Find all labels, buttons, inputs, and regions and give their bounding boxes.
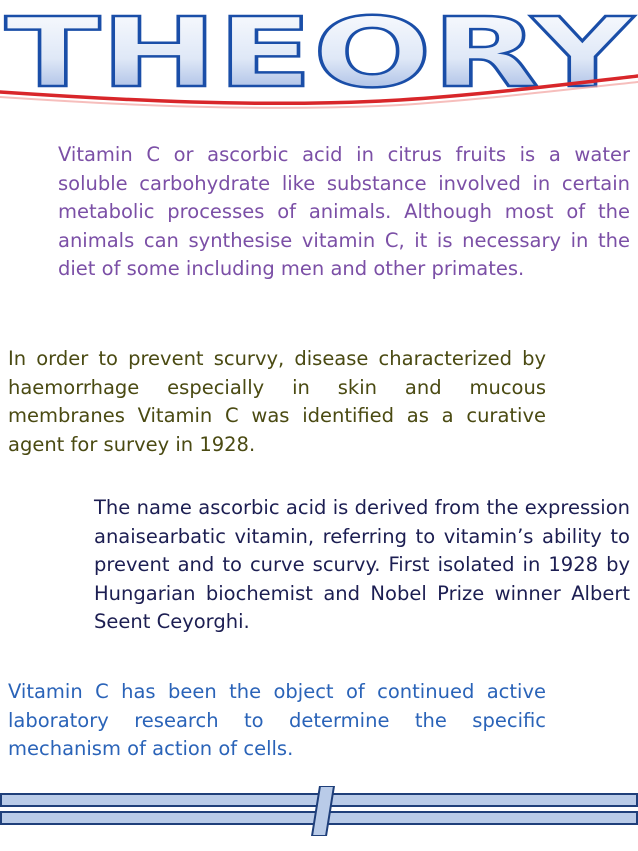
footer-bars-graphic (0, 786, 638, 836)
page-title: THEORY (5, 0, 636, 109)
title-wordart (0, 0, 638, 110)
paragraph-research: Vitamin C has been the object of continued active laboratory research to determine the specific mechanism of action of cells. (8, 680, 546, 760)
paragraph-scurvy-prevention: In order to prevent scurvy, disease characterized by haemorrhage especially in skin and mucous membranes Vitamin C was identified as a curative agent for survey in 1928. (8, 347, 546, 456)
page-title-banner (0, 0, 638, 110)
footer-decorative-bars (0, 786, 638, 836)
paragraph-vitamin-c-intro: Vitamin C or ascorbic acid in citrus fruits is a water soluble carbohydrate like substance involved in certain metabolic processes of animals. Although most of the animals can synthesise vitamin C, it is necessary in the diet of some including men and other primates. (58, 143, 630, 280)
paragraph-name-origin: The name ascorbic acid is derived from the expression anaisearbatic vitamin, referring to vitamin’s ability to prevent and to curve scurvy. First isolated in 1928 by Hungarian biochemist and Nobel Prize winner Albert Seent Ceyorghi. (94, 496, 630, 633)
